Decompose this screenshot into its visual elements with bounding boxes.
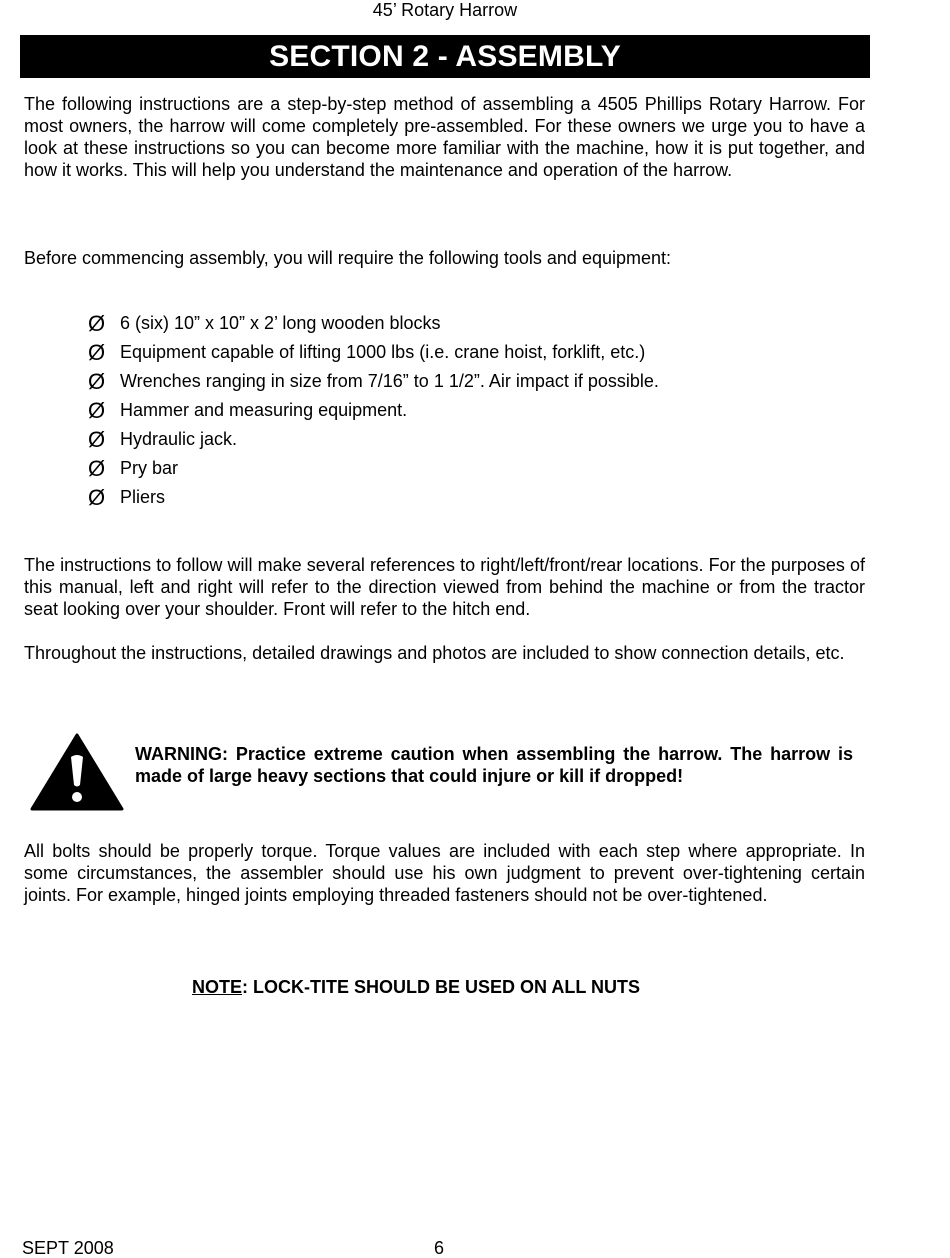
list-item bbox=[88, 396, 659, 425]
note-text: : LOCK-TITE SHOULD BE USED ON ALL NUTS bbox=[242, 977, 641, 997]
bullet-icon: Ø bbox=[88, 339, 106, 365]
tool-item-text: Hydraulic jack. bbox=[120, 429, 238, 449]
tools-list bbox=[88, 309, 659, 512]
bullet-icon: Ø bbox=[88, 426, 106, 452]
drawings-paragraph: Throughout the instructions, detailed drawings and photos are included to show connection details, etc. bbox=[24, 643, 845, 663]
list-item bbox=[88, 367, 659, 396]
bullet-icon: Ø bbox=[88, 397, 106, 423]
list-item bbox=[88, 309, 659, 338]
intro-paragraph: The following instructions are a step-by-step method of assembling a 4505 Phillips Rotary Harrow. For most owners, the harrow will come completely pre-assembled. For these owners we urge you to have a look at these instructions so you can become more familiar with the machine, how it is put together, and how it works. This will help you understand the maintenance and operation of the harrow. bbox=[24, 94, 865, 180]
page-number: 6 bbox=[434, 1238, 445, 1258]
tool-item-text: Pliers bbox=[120, 487, 166, 507]
running-header-title: 45’ Rotary Harrow bbox=[372, 0, 518, 20]
footer-date: SEPT 2008 bbox=[22, 1238, 114, 1258]
list-item bbox=[88, 483, 659, 512]
note-label: NOTE bbox=[192, 977, 243, 997]
bullet-icon: Ø bbox=[88, 455, 106, 481]
list-item bbox=[88, 454, 659, 483]
bullet-icon: Ø bbox=[88, 368, 106, 394]
tool-item-text: Hammer and measuring equipment. bbox=[120, 400, 408, 420]
list-item bbox=[88, 338, 659, 367]
bullet-icon: Ø bbox=[88, 310, 106, 336]
warning-triangle-icon bbox=[30, 733, 124, 811]
warning-text: WARNING: Practice extreme caution when assembling the harrow. The harrow is made of large heavy sections that could injure or kill if dropped! bbox=[135, 744, 853, 786]
lock-tite-note bbox=[192, 976, 640, 998]
tool-item-text: Pry bar bbox=[120, 458, 179, 478]
bullet-icon: Ø bbox=[88, 484, 106, 510]
list-item bbox=[88, 425, 659, 454]
section-title: SECTION 2 - ASSEMBLY bbox=[20, 35, 870, 78]
tool-item-text: Equipment capable of lifting 1000 lbs (i.e. crane hoist, forklift, etc.) bbox=[120, 342, 646, 362]
tool-item-text: 6 (six) 10” x 10” x 2’ long wooden blocks bbox=[120, 313, 441, 333]
orientation-paragraph: The instructions to follow will make several references to right/left/front/rear locations. For the purposes of this manual, left and right will refer to the direction viewed from behind the machine or from the tractor seat looking over your shoulder. Front will refer to the hitch end. bbox=[24, 555, 865, 619]
torque-paragraph: All bolts should be properly torque. Torque values are included with each step where appropriate. In some circumstances, the assembler should use his own judgment to prevent over-tightening certain joints. For example, hinged joints employing threaded fasteners should not be over-tightened. bbox=[24, 841, 865, 905]
tools-intro-paragraph: Before commencing assembly, you will require the following tools and equipment: bbox=[24, 248, 671, 268]
tool-item-text: Wrenches ranging in size from 7/16” to 1 1/2”. Air impact if possible. bbox=[120, 371, 659, 391]
